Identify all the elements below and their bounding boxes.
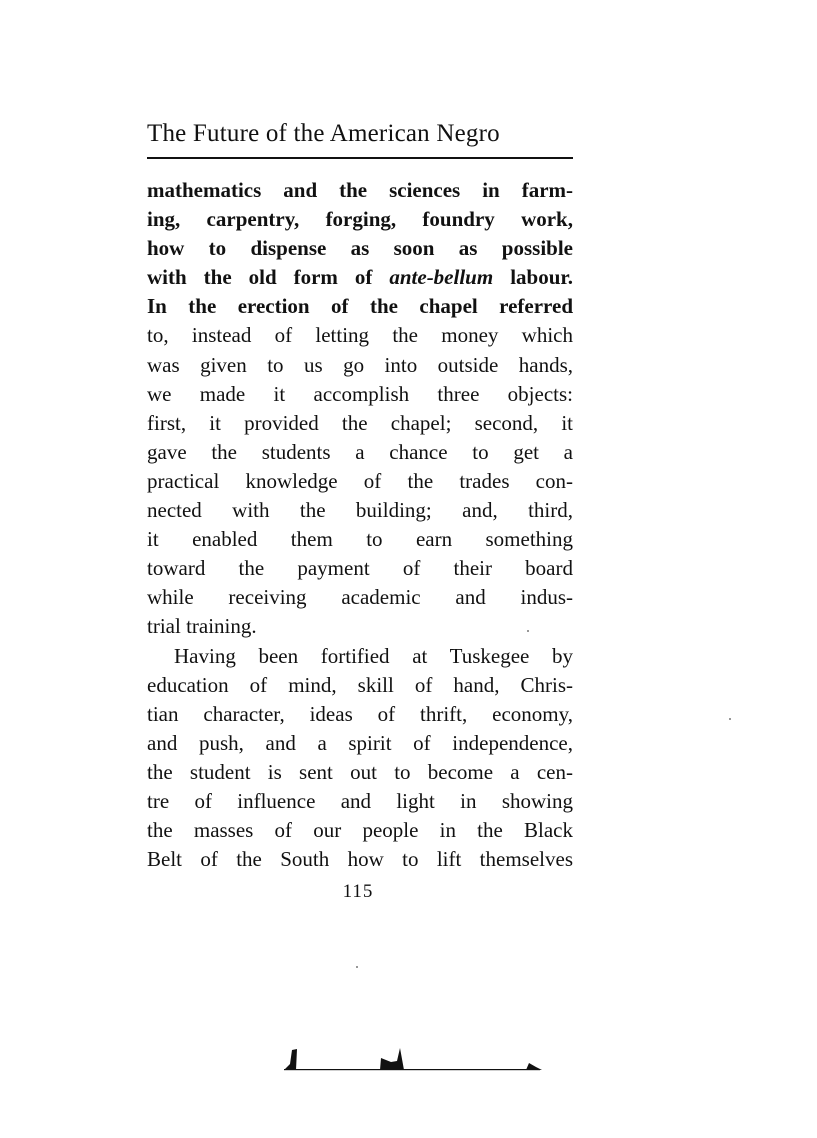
text-line: practical knowledge of the trades con-	[147, 468, 573, 493]
text-line: toward the payment of their board	[147, 556, 573, 581]
scan-speck	[527, 630, 529, 632]
text-line: ing, carpentry, forging, foundry work,	[147, 207, 573, 232]
text-line: the student is sent out to become a cen-	[147, 759, 573, 784]
page-header	[147, 118, 573, 159]
page-number: 115	[342, 881, 374, 902]
text-line: mathematics and the sciences in farm-	[147, 178, 573, 202]
text-line: gave the students a chance to get a	[147, 439, 573, 464]
header-rule	[147, 157, 573, 159]
text-line: while receiving academic and indus-	[147, 585, 573, 610]
text-line: we made it accomplish three objects:	[147, 381, 573, 406]
text-line: nected with the building; and, third,	[147, 498, 573, 523]
text-fragment: labour.	[510, 265, 574, 290]
text-line: trial training.	[147, 614, 257, 639]
running-head: The Future of the American Negro	[147, 120, 500, 147]
text-line: and push, and a spirit of independence,	[147, 730, 573, 755]
scan-artifact	[276, 1040, 546, 1072]
text-line: education of mind, skill of hand, Chris-	[147, 672, 573, 697]
text-line: Having been fortified at Tuskegee by	[174, 643, 573, 668]
text-line: tre of influence and light in showing	[147, 788, 573, 813]
text-line: Belt of the South how to lift themselves	[147, 847, 573, 872]
text-line: was given to us go into outside hands,	[147, 352, 573, 377]
text-fragment: with the old form of	[147, 265, 373, 290]
text-line: the masses of our people in the Black	[147, 818, 573, 843]
scan-speck	[729, 718, 731, 720]
scan-speck	[356, 966, 358, 968]
text-line	[147, 263, 573, 292]
text-line: to, instead of letting the money which	[147, 323, 573, 348]
italic-term: ante-bellum	[389, 265, 494, 290]
text-line: how to dispense as soon as possible	[147, 236, 573, 261]
text-line: it enabled them to earn something	[147, 527, 573, 552]
text-line: In the erection of the chapel referred	[147, 294, 573, 319]
body-text	[147, 176, 573, 874]
text-line: first, it provided the chapel; second, it	[147, 410, 573, 435]
text-line: tian character, ideas of thrift, economy,	[147, 701, 573, 726]
